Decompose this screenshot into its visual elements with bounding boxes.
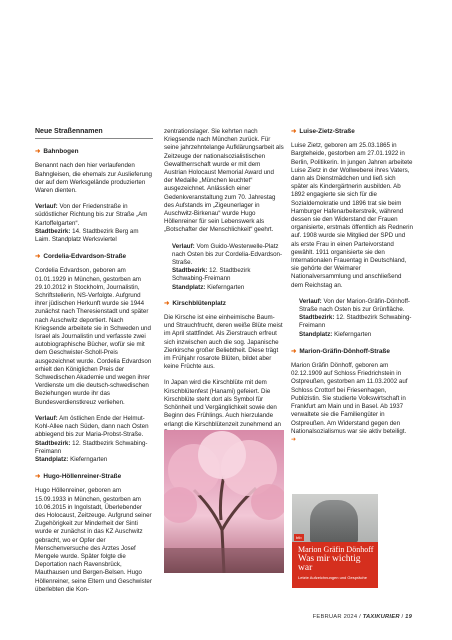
arrow-right-icon: ➜ bbox=[35, 148, 41, 156]
column-3 bbox=[291, 128, 413, 452]
cherry-blossom-photo bbox=[164, 430, 284, 573]
street-heading-luise: ➜ Luise-Zietz-Straße bbox=[291, 128, 355, 135]
arrow-right-icon: ➜ bbox=[164, 299, 170, 307]
street-heading-cordelia: ➜ Cordelia-Edvardson-Straße bbox=[35, 253, 127, 261]
street-details: Verlauf: Von der Marion-Gräfin-Dönhoff-Straße nach Osten bis zur Grünfläche. Stadtbezirk: 12. Stadtbezirk Schwabing-Freimann Standplatz: Kieferngarten bbox=[299, 297, 412, 338]
continue-arrow-icon: ➜ bbox=[291, 435, 297, 443]
street-details: Verlauf: Von der Friedenstraße in südöstlicher Richtung bis zur Straße „Am Kartoffelgarten“. Stadtbezirk: 14. Stadtbezirk Berg am Laim. Standplatz Werksviertel bbox=[35, 203, 148, 244]
street-heading-kirsch: ➜ Kirschblütenplatz bbox=[164, 299, 226, 307]
page-footer bbox=[313, 614, 412, 620]
street-heading-bahnbogen: ➜ Bahnbogen bbox=[35, 148, 79, 156]
street-description: Luise Zietz, geboren am 25.03.1865 in Bargteheide, gestorben am 27.01.1922 in Berlin, Politikerin. In jungen Jahren arbeitete Luise Zietz in der Wollweberei ihres Vaters, dann als Dienstmädchen und ließ sich später als Kindergärtnerin ausbilden. Ab 1892 engagierte sie sich für die Sozialdemokratie und 1896 trat sie beim Hamburger Hafenarbeiterstreik, während dessen sie den Widerstand der Frauen organisierte, erstmals öffentlich als Rednerin auf. 1908 wurde sie Mitglied der SPD und als erste Frau in einen Parteivorstand gewählt. 1911 organisierte sie den Internationalen Frauentag in Deutschland, sie gehörte der Weimarer Nationalversammlung und anschließend dem Reichstag an. bbox=[291, 142, 413, 289]
arrow-right-icon: ➜ bbox=[35, 473, 41, 481]
street-description: Die Kirsche ist eine einheimische Baum- und Strauchfrucht, deren weiße Blüte meist im April stattfindet. Als Zierstrauch erfreut sich inzwischen auch die sog. Japanische Zierkirsche großer Beliebtheit. Diese trägt im Frühjahr rosarote Blüten, bildet aber keine Früchte aus. bbox=[164, 314, 283, 371]
street-description: Marion Gräfin Dönhoff, geboren am 02.12.1909 auf Schloss Friedrichstein in Ostpreußen, gestorben am 11.03.2002 auf Schloss Crottorf bei Friesenhagen, Publizistin. Sie studierte Volkswirtschaft in Frankfurt am Main und in Basel. Ab 1937 verwaltete sie die Familiengüter in Ostpreußen. Am Widerstand gegen den Nationalsozialismus war sie aktiv beteiligt. ➜ bbox=[291, 362, 408, 443]
street-description: Benannt nach den hier verlaufenden Bahngleisen, die ehemals zur Auslieferung der auf dem Werksgelände produzierten Waren dienten. bbox=[35, 162, 152, 195]
book-cover-photo-area bbox=[292, 494, 378, 542]
footer-month: FEBRUAR 2024 bbox=[312, 614, 358, 620]
page-number: 19 bbox=[405, 614, 412, 620]
street-description: zentrationslager. Sie kehrten nach Kriegsende nach München zurück. Für seine jahrzehntelange Aufklärungsarbeit als Zeitzeuge der nationalsozialistischen Gewaltherrschaft wurde er mit dem Austrian Holocaust Memorial Award und der Medaille „München leuchtet“ ausgezeichnet. Anlässlich einer Gedenkveranstaltung zum 70. Jahrestag des Aufstands im „Zigeunerlager in Auschwitz-Birkenau“ wurde Hugo Höllenreiner für sein Lebenswerk als „Botschafter der Menschlichkeit“ geehrt. bbox=[164, 128, 284, 234]
footer-separator: / bbox=[401, 614, 404, 620]
arrow-right-icon: ➜ bbox=[291, 128, 297, 135]
book-cover bbox=[292, 494, 378, 588]
arrow-right-icon: ➜ bbox=[35, 253, 41, 261]
street-heading-hugo: ➜ Hugo-Höllenreiner-Straße bbox=[35, 473, 122, 481]
footer-brand: TAXIKURIER bbox=[362, 614, 400, 620]
arrow-right-icon: ➜ bbox=[291, 347, 297, 355]
street-description: Cordelia Edvardson, geboren am 01.01.1929 in München, gestorben am 29.10.2012 in Stockholm, Journalistin, Schriftstellerin, NS-Verfolgte. Aufgrund ihrer jüdischen Herkunft wurde sie 1944 zunächst nach Theresienstadt und später nach Auschwitz deportiert. Nach Kriegsende arbeitete sie in Schweden und Israel als Journalistin und verfasste zwei autobiographische Bücher, wofür sie mit dem Geschwister-Scholl-Preis ausgezeichnet wurde. Cordelia Edvardson erhielt den Königlichen Preis der Schwedischen Akademie und wegen ihrer Verdienste um die deutsch-schwedischen Beziehungen wurde ihr das Bundesverdienstkreuz verliehen. bbox=[35, 267, 152, 406]
section-title: Neue Straßennamen bbox=[35, 128, 153, 139]
book-author: Marion Gräfin Dönhoff bbox=[298, 545, 374, 554]
column-1 bbox=[35, 128, 153, 602]
street-details: Verlauf: Am östlichen Ende der Helmut-Kohl-Allee nach Süden, dann nach Osten abbiegend bis zur Maria-Probst-Straße. Stadtbezirk: 12. Stadtbezirk Schwabing-Freimann Standplatz: Kieferngarten bbox=[35, 414, 149, 463]
book-subtitle: Letzte Aufzeichnungen und Gespräche bbox=[298, 575, 367, 580]
street-description: Hugo Höllenreiner, geboren am 15.09.1933 in München, gestorben am 10.06.2015 in Ingolstadt, Überlebender des Holocaust, Zeitzeuge. Aufgrund seiner Zugehörigkeit zur Minderheit der Sinti wurde er zunächst in das KZ Auschwitz gebracht, wo er Opfer der Menschenversuche des Arztes Josef Mengele wurde. Später folgte die Deportation nach Ravensbrück, Mauthausen und Bergen-Belsen. Hugo Höllenreiner, seine Eltern und Geschwister überlebten die Kon- bbox=[35, 487, 152, 593]
footer-separator: / bbox=[359, 614, 361, 620]
street-heading-marion: ➜ Marion-Gräfin-Dönhoff-Straße bbox=[291, 347, 390, 355]
book-title: Was mir wichtig war bbox=[298, 554, 361, 573]
street-details: Verlauf: Vom Guido-Westerwelle-Platz nach Osten bis zur Cordelia-Edvardson-Straße. Stadtbezirk: 12. Stadtbezirk Schwabing-Freimann Standplatz: Kieferngarten bbox=[172, 242, 283, 291]
portrait-photo bbox=[310, 500, 358, 542]
street-description: In Japan wird die Kirschblüte mit dem Kirschblütenfest (Hanami) gefeiert. Die Kirschblüte steht dort als Symbol für Schönheit und Vergänglichkeit sowie den Beginn des Frühlings. Auch hierzulande erlangt die Kirschblütenzeit zunehmend an bbox=[164, 379, 281, 428]
publisher-label: btb bbox=[296, 535, 302, 540]
cherry-tree-illustration bbox=[164, 430, 284, 573]
